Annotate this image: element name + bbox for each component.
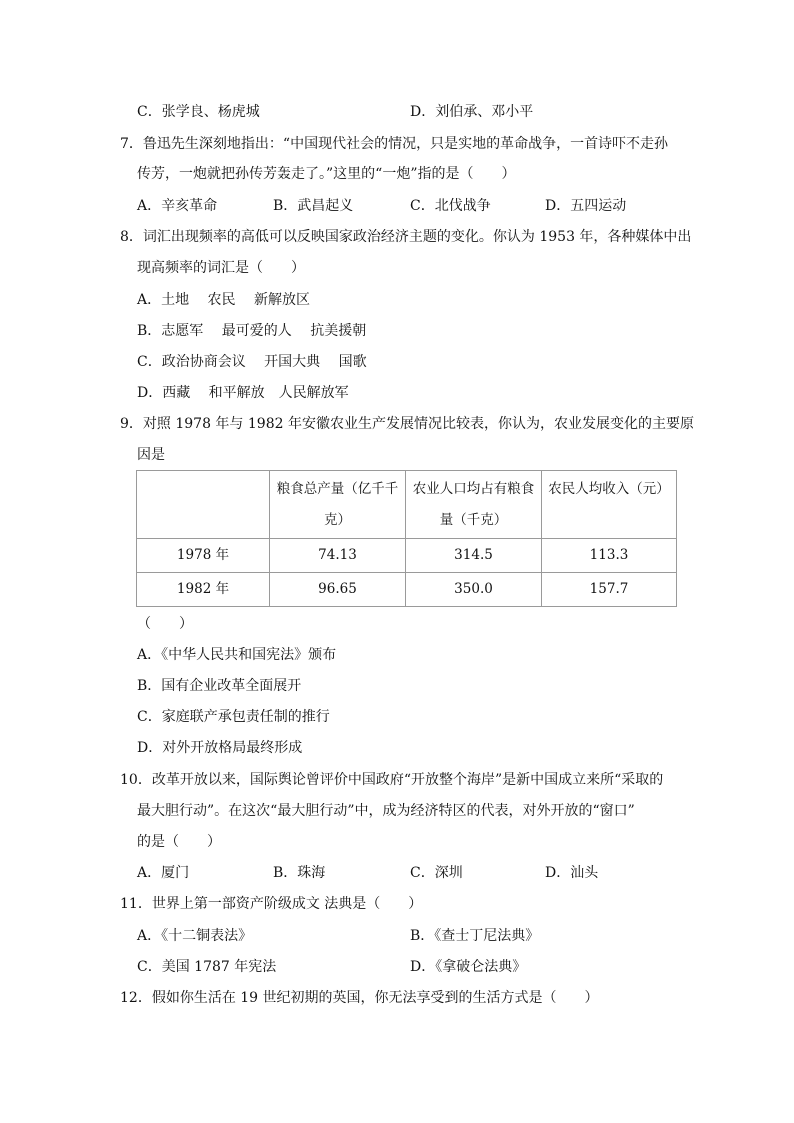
q8-stem-line1: 8．词汇出现频率的高低可以反映国家政治经济主题的变化。你认为 1953 年，各种媒体中出 — [120, 229, 692, 245]
header-text: 粮食总产量（亿千千 — [276, 480, 399, 497]
q11-option-b: B．《查士丁尼法典》 — [410, 928, 540, 944]
q10-option-c: C．深圳 — [410, 865, 463, 881]
q10-option-b: B．珠海 — [273, 865, 326, 881]
table-header-income — [542, 471, 677, 539]
header-text: 农业人口均占有粮食 — [412, 480, 535, 497]
q8-option-a: A．土地 农民 新解放区 — [137, 292, 311, 308]
q6-option-c: C．张学良、杨虎城 — [137, 104, 260, 120]
q7-option-d: D．五四运动 — [545, 198, 627, 214]
q9-answer-blank: （ ） — [137, 616, 193, 632]
header-text: 农民人均收入（元） — [548, 480, 670, 497]
table-cell: 1978 年 — [137, 539, 270, 573]
q9-option-c: C．家庭联产承包责任制的推行 — [137, 709, 330, 725]
q8-stem-line2: 现高频率的词汇是（ ） — [137, 260, 305, 276]
q9-option-d: D．对外开放格局最终形成 — [137, 740, 303, 756]
q10-option-d: D．汕头 — [545, 865, 599, 881]
q8-option-c: C．政治协商会议 开国大典 国歌 — [137, 354, 367, 370]
q10-option-a: A．厦门 — [137, 865, 190, 881]
q10-stem-line2: 最大胆行动”。在这次“最大胆行动”中，成为经济特区的代表，对外开放的“窗口” — [137, 803, 635, 819]
table-cell: 157.7 — [542, 573, 677, 607]
q11-option-a: A．《十二铜表法》 — [137, 928, 253, 944]
q8-option-b: B．志愿军 最可爱的人 抗美援朝 — [137, 323, 367, 339]
q10-stem-line3: 的是（ ） — [137, 834, 221, 850]
table-header-empty — [137, 471, 270, 539]
header-text — [542, 505, 676, 536]
table-header-row — [137, 471, 677, 539]
q12-stem-line1: 12．假如你生活在 19 世纪初期的英国，你无法享受到的生活方式是（ ） — [120, 990, 599, 1006]
table-cell: 96.65 — [270, 573, 406, 607]
table-cell: 1982 年 — [137, 573, 270, 607]
table-row — [137, 573, 677, 607]
table-cell: 113.3 — [542, 539, 677, 573]
q11-stem-line1: 11．世界上第一部资产阶级成文 法典是（ ） — [120, 896, 423, 912]
table-cell: 314.5 — [406, 539, 542, 573]
q7-stem-line1: 7．鲁迅先生深刻地指出：“中国现代社会的情况，只是实地的革命战争，一首诗吓不走孙 — [120, 136, 669, 152]
q9-stem-line2: 因是 — [137, 447, 165, 463]
q8-option-d: D．西藏 和平解放 人民解放军 — [137, 385, 349, 401]
q6-option-d: D．刘伯承、邓小平 — [410, 104, 534, 120]
q11-option-d: D．《拿破仑法典》 — [410, 959, 527, 975]
table-header-grain-total — [270, 471, 406, 539]
table-cell: 74.13 — [270, 539, 406, 573]
q7-option-b: B．武昌起义 — [273, 198, 354, 214]
table-header-grain-per-capita — [406, 471, 542, 539]
q9-option-b: B．国有企业改革全面展开 — [137, 678, 302, 694]
q7-stem-line2: 传芳，一炮就把孙传芳轰走了。”这里的“一炮”指的是（ ） — [137, 166, 516, 182]
q9-option-a: A．《中华人民共和国宪法》颁布 — [137, 647, 337, 663]
q9-stem-line1: 9．对照 1978 年与 1982 年安徽农业生产发展情况比较表，你认为，农业发展变化的主要原 — [120, 416, 694, 432]
q11-option-c: C．美国 1787 年宪法 — [137, 959, 277, 975]
q9-data-table — [136, 470, 677, 607]
q7-option-c: C．北伐战争 — [410, 198, 491, 214]
table-cell: 350.0 — [406, 573, 542, 607]
header-text: 克） — [324, 511, 351, 528]
header-text: 量（千克） — [439, 511, 508, 528]
table-row — [137, 539, 677, 573]
q10-stem-line1: 10．改革开放以来，国际舆论曾评价中国政府“开放整个海岸”是新中国成立来所“采取的 — [120, 772, 664, 788]
q7-option-a: A．辛亥革命 — [137, 198, 218, 214]
